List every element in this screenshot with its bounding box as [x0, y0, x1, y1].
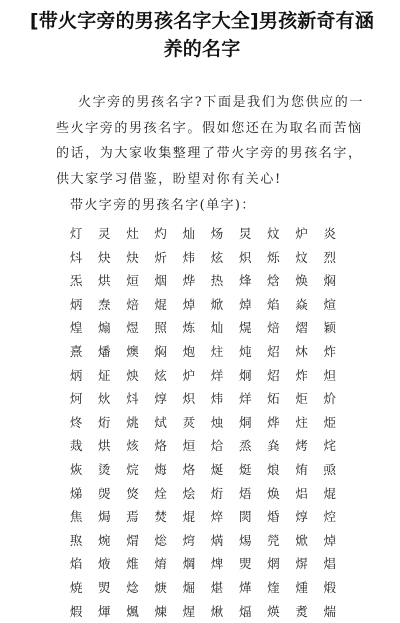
- name-character: 炡: [90, 364, 118, 388]
- name-character: 炫: [203, 246, 231, 270]
- name-character: 煍: [203, 600, 231, 623]
- name-character: 灿: [203, 316, 231, 340]
- name-character: 焛: [231, 505, 259, 529]
- name-character: 炔: [90, 246, 118, 270]
- name-character: 焲: [90, 552, 118, 576]
- article-title: [带火字旁的男孩名字大全]男孩新奇有涵养的名字: [22, 7, 382, 63]
- name-character: 烥: [316, 411, 344, 435]
- name-character: 炤: [259, 340, 287, 364]
- name-character: 烝: [231, 434, 259, 458]
- name-character: 炘: [147, 246, 175, 270]
- name-character: 炖: [231, 340, 259, 364]
- name-character: 焉: [118, 505, 146, 529]
- name-character: 炉: [288, 222, 316, 246]
- name-character: 烶: [231, 458, 259, 482]
- name-character: 炉: [175, 364, 203, 388]
- name-character: 焰: [62, 552, 90, 576]
- name-character: 焖: [316, 269, 344, 293]
- name-character: 烟: [147, 269, 175, 293]
- name-character: 炁: [62, 269, 90, 293]
- name-character: 煉: [147, 600, 175, 623]
- name-character: 焗: [90, 505, 118, 529]
- name-character: 焒: [288, 482, 316, 506]
- name-character: 焜: [316, 482, 344, 506]
- name-character: 煏: [231, 600, 259, 623]
- name-character: 烨: [175, 269, 203, 293]
- name-character: 焦: [62, 505, 90, 529]
- name-character: 焷: [203, 552, 231, 576]
- name-character: 炆: [259, 222, 287, 246]
- name-character: 烈: [316, 246, 344, 270]
- name-character: 炽: [175, 387, 203, 411]
- name-character: 焰: [259, 293, 287, 317]
- name-character: 炳: [62, 293, 90, 317]
- name-character: 烆: [203, 482, 231, 506]
- name-character: 焪: [175, 529, 203, 553]
- name-character: 焓: [259, 269, 287, 293]
- name-character: 煅: [316, 576, 344, 600]
- name-character: 焼: [62, 576, 90, 600]
- name-character: 煋: [175, 600, 203, 623]
- name-character: 焥: [90, 529, 118, 553]
- name-character: 焐: [231, 482, 259, 506]
- name-character: 炆: [288, 246, 316, 270]
- name-character: 炷: [288, 411, 316, 435]
- name-character: 烘: [90, 434, 118, 458]
- name-character: 焣: [62, 529, 90, 553]
- name-character: 焖: [147, 340, 175, 364]
- name-character: 烨: [259, 411, 287, 435]
- name-character: 炌: [316, 387, 344, 411]
- name-character: 煽: [90, 316, 118, 340]
- name-character: 炴: [118, 364, 146, 388]
- name-character: 炬: [288, 387, 316, 411]
- name-character: 焍: [62, 482, 90, 506]
- name-character: 煇: [90, 600, 118, 623]
- name-character: 焠: [203, 505, 231, 529]
- name-character: 煈: [118, 600, 146, 623]
- name-character: 烘: [90, 269, 118, 293]
- name-character: 燔: [90, 340, 118, 364]
- name-character: 焮: [203, 293, 231, 317]
- name-character: 煆: [62, 600, 90, 623]
- name-character: 照: [147, 316, 175, 340]
- name-character: 烢: [316, 434, 344, 458]
- name-character: 烷: [118, 458, 146, 482]
- name-character: 烆: [90, 411, 118, 435]
- name-character: 煐: [259, 600, 287, 623]
- name-character: 炑: [288, 340, 316, 364]
- name-character: 煊: [316, 293, 344, 317]
- name-character: 焵: [175, 552, 203, 576]
- name-character: 焚: [147, 505, 175, 529]
- name-character: 炜: [175, 246, 203, 270]
- name-character: 焯: [175, 293, 203, 317]
- name-character: 焙: [118, 293, 146, 317]
- name-character: 颖: [316, 316, 344, 340]
- name-character: 烣: [62, 458, 90, 482]
- name-character: 烺: [259, 458, 287, 482]
- name-character: 焞: [288, 505, 316, 529]
- name-character: 炎: [316, 222, 344, 246]
- name-character: 焱: [288, 293, 316, 317]
- name-character: 烖: [62, 434, 90, 458]
- name-character: 焯: [316, 529, 344, 553]
- name-character: 炀: [203, 222, 231, 246]
- name-character: 烸: [147, 458, 175, 482]
- name-character: 炳: [62, 364, 90, 388]
- name-character: 焝: [259, 505, 287, 529]
- name-character: 炼: [175, 316, 203, 340]
- name-character: 灿: [175, 222, 203, 246]
- name-character: 烊: [231, 387, 259, 411]
- name-character: 烚: [203, 434, 231, 458]
- name-character: 灵: [90, 222, 118, 246]
- name-character: 焻: [316, 552, 344, 576]
- name-character: 烠: [288, 458, 316, 482]
- name-character: 灶: [118, 222, 146, 246]
- name-character: 熠: [288, 316, 316, 340]
- name-character: 烙: [147, 434, 175, 458]
- name-character: 焈: [90, 482, 118, 506]
- name-character: 焨: [118, 529, 146, 553]
- name-character: 炣: [62, 387, 90, 411]
- name-character: 烊: [203, 364, 231, 388]
- name-character: 炅: [231, 222, 259, 246]
- name-character: 烡: [259, 434, 287, 458]
- name-character: 焙: [259, 316, 287, 340]
- name-character: 炟: [316, 364, 344, 388]
- name-character: 焞: [147, 387, 175, 411]
- name-character: 煃: [259, 576, 287, 600]
- name-character: 烽: [231, 269, 259, 293]
- name-character: 煜: [118, 316, 146, 340]
- name-character: 焕: [259, 482, 287, 506]
- name-character: 炻: [259, 387, 287, 411]
- name-character: 灼: [147, 222, 175, 246]
- name-character: 煂: [231, 576, 259, 600]
- name-character: 炽: [231, 246, 259, 270]
- name-character: 燠: [118, 340, 146, 364]
- name-character: 烑: [118, 411, 146, 435]
- name-character: 熀: [231, 316, 259, 340]
- name-character: 灯: [62, 222, 90, 246]
- name-character-grid: [62, 222, 344, 623]
- name-character: 焸: [231, 552, 259, 576]
- name-character: 煄: [288, 576, 316, 600]
- name-character: 煑: [288, 600, 316, 623]
- name-character: 炵: [62, 411, 90, 435]
- name-character: 焹: [259, 552, 287, 576]
- name-character: 焢: [316, 505, 344, 529]
- name-character: 烩: [175, 482, 203, 506]
- name-character: 烗: [118, 434, 146, 458]
- name-character: 焕: [288, 269, 316, 293]
- name-character: 烜: [175, 434, 203, 458]
- name-character: 焬: [231, 529, 259, 553]
- name-character: 炤: [259, 364, 287, 388]
- name-character: 炓: [62, 246, 90, 270]
- name-character: 焾: [118, 576, 146, 600]
- name-character: 烁: [259, 246, 287, 270]
- name-character: 炷: [203, 340, 231, 364]
- name-character: 烛: [203, 411, 231, 435]
- name-character: 烎: [175, 411, 203, 435]
- article-intro: 火字旁的男孩名字?下面是我们为您供应的一些火字旁的男孩名字。假如您还在为取名而苦恼的话，为大家收集整理了带火字旁的男孩名字，供大家学习借鉴，盼望对你有关心!: [56, 90, 370, 192]
- name-character: 烔: [231, 411, 259, 435]
- name-character: 炏: [90, 387, 118, 411]
- name-character: 煓: [316, 600, 344, 623]
- name-character: 炯: [231, 364, 259, 388]
- name-character: 炓: [118, 387, 146, 411]
- name-character: 热: [203, 269, 231, 293]
- name-character: 煌: [62, 316, 90, 340]
- name-character: 炫: [147, 364, 175, 388]
- name-character: 烻: [203, 458, 231, 482]
- section-label: 带火字旁的男孩名字(单字)：: [70, 196, 256, 216]
- name-character: 烜: [118, 269, 146, 293]
- name-character: 煀: [175, 576, 203, 600]
- name-character: 焜: [147, 293, 175, 317]
- name-character: 烫: [90, 458, 118, 482]
- name-character: 焭: [259, 529, 287, 553]
- name-character: 焘: [90, 293, 118, 317]
- name-character: 烙: [175, 458, 203, 482]
- name-character: 烒: [147, 411, 175, 435]
- name-character: 焮: [288, 529, 316, 553]
- name-character: 焽: [90, 576, 118, 600]
- name-character: 焫: [203, 529, 231, 553]
- name-character: 炜: [203, 387, 231, 411]
- name-character: 焜: [175, 505, 203, 529]
- name-character: 焺: [288, 552, 316, 576]
- name-character: 焴: [147, 552, 175, 576]
- name-character: 炸: [288, 364, 316, 388]
- name-character: 煁: [203, 576, 231, 600]
- name-character: 焧: [147, 529, 175, 553]
- name-character: 焯: [231, 293, 259, 317]
- name-character: 炔: [118, 246, 146, 270]
- name-character: 焳: [118, 552, 146, 576]
- name-character: 焿: [147, 576, 175, 600]
- name-character: 烤: [288, 434, 316, 458]
- name-character: 烇: [147, 482, 175, 506]
- name-character: 焂: [118, 482, 146, 506]
- name-character: 炸: [316, 340, 344, 364]
- name-character: 熹: [62, 340, 90, 364]
- name-character: 炮: [175, 340, 203, 364]
- name-character: 焏: [316, 458, 344, 482]
